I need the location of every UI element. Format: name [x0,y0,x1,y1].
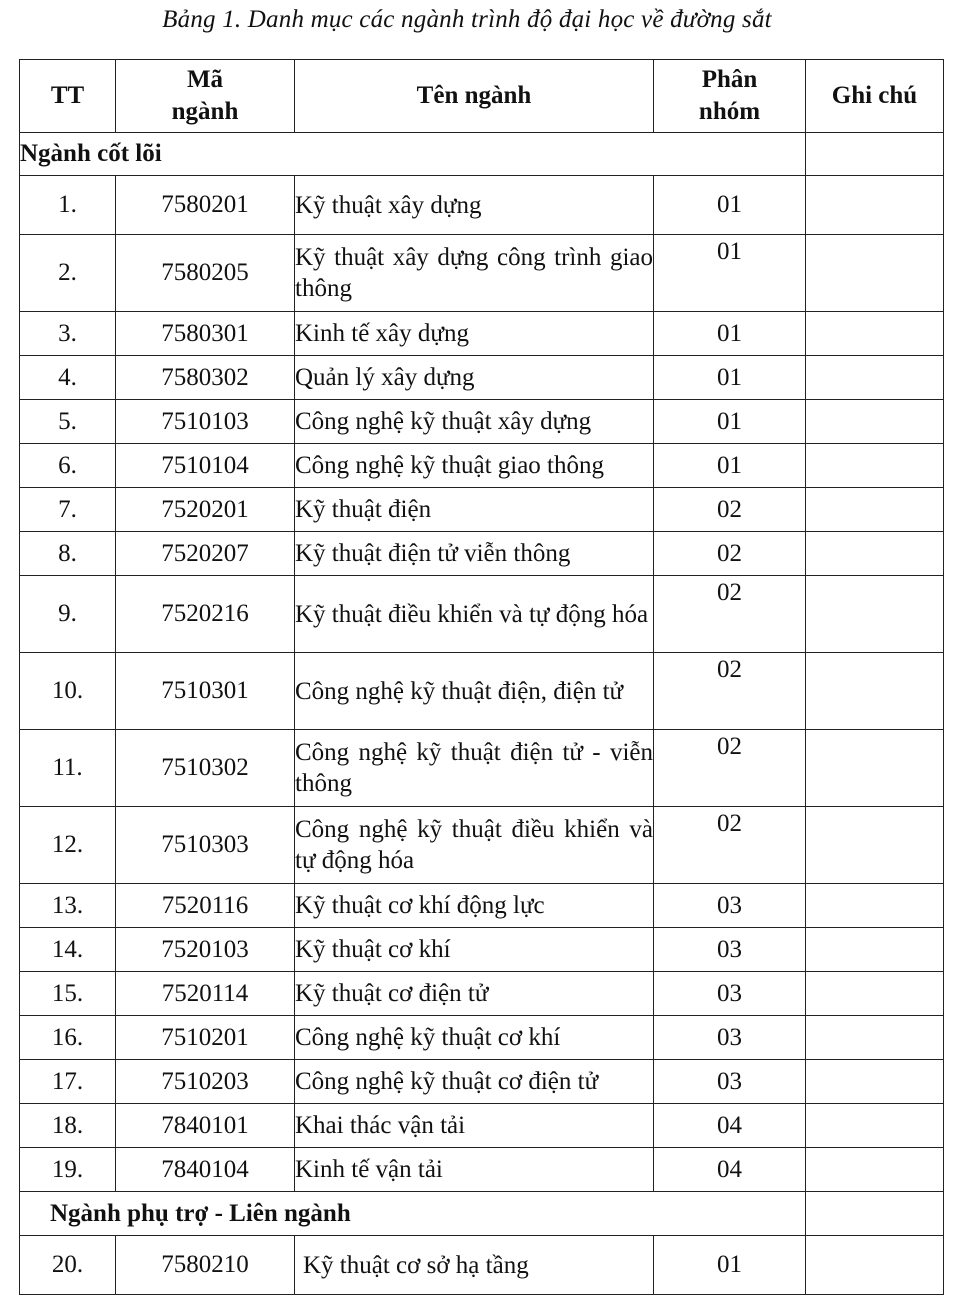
cell-tt: 1. [20,176,116,235]
cell-ten-nganh: Quản lý xây dựng [295,356,654,400]
table-row [20,730,944,807]
cell-tt: 9. [20,576,116,653]
header-ma-nganh [116,60,295,133]
cell-ghi-chu [806,972,944,1016]
cell-ten-nganh: Kinh tế xây dựng [295,312,654,356]
table-row [20,312,944,356]
cell-tt: 19. [20,1148,116,1192]
cell-ghi-chu [806,1016,944,1060]
cell-ten-nganh: Kỹ thuật xây dựng công trình giao thông [295,235,654,312]
cell-tt: 14. [20,928,116,972]
cell-tt: 10. [20,653,116,730]
cell-tt: 20. [20,1236,116,1295]
table-row [20,1016,944,1060]
cell-ma-nganh: 7510201 [116,1016,295,1060]
cell-ma-nganh: 7520207 [116,532,295,576]
cell-ma-nganh: 7510302 [116,730,295,807]
cell-tt: 6. [20,444,116,488]
cell-ten-nganh: Công nghệ kỹ thuật xây dựng [295,400,654,444]
cell-ghi-chu [806,1148,944,1192]
cell-phan-nhom: 02 [654,532,806,576]
table-caption: Bảng 1. Danh mục các ngành trình độ đại học về đường sắt [162,6,772,33]
cell-ghi-chu [806,1104,944,1148]
cell-ten-nganh: Kỹ thuật cơ khí động lực [295,884,654,928]
cell-phan-nhom: 01 [654,444,806,488]
table-row [20,235,944,312]
cell-ten-nganh: Kỹ thuật điều khiển và tự động hóa [295,576,654,653]
header-row [20,60,944,133]
cell-phan-nhom: 03 [654,972,806,1016]
cell-ghi-chu [806,235,944,312]
table-row [20,1148,944,1192]
cell-tt: 7. [20,488,116,532]
cell-ma-nganh: 7840101 [116,1104,295,1148]
cell-ten-nganh: Công nghệ kỹ thuật cơ khí [295,1016,654,1060]
section-note-cell [806,1192,944,1236]
cell-tt: 18. [20,1104,116,1148]
table-row [20,928,944,972]
cell-ghi-chu [806,807,944,884]
cell-ghi-chu [806,653,944,730]
cell-phan-nhom: 02 [654,653,806,730]
cell-ma-nganh: 7580205 [116,235,295,312]
cell-ten-nganh: Công nghệ kỹ thuật điều khiển và tự động hóa [295,807,654,884]
header-phan-nhom [654,60,806,133]
cell-ten-nganh: Khai thác vận tải [295,1104,654,1148]
cell-tt: 15. [20,972,116,1016]
cell-ghi-chu [806,176,944,235]
cell-ten-nganh: Kỹ thuật điện tử viễn thông [295,532,654,576]
cell-tt: 8. [20,532,116,576]
cell-tt: 17. [20,1060,116,1104]
table-row [20,576,944,653]
cell-ma-nganh: 7520216 [116,576,295,653]
section-note-cell [806,133,944,176]
cell-ten-nganh: Công nghệ kỹ thuật điện, điện tử [295,653,654,730]
cell-phan-nhom: 02 [654,730,806,807]
cell-ten-nganh: Công nghệ kỹ thuật cơ điện tử [295,1060,654,1104]
cell-ghi-chu [806,444,944,488]
table-row [20,532,944,576]
cell-ma-nganh: 7510103 [116,400,295,444]
cell-ten-nganh: Kỹ thuật cơ điện tử [295,972,654,1016]
cell-tt: 3. [20,312,116,356]
cell-phan-nhom: 01 [654,176,806,235]
cell-phan-nhom: 02 [654,576,806,653]
cell-ma-nganh: 7510303 [116,807,295,884]
cell-ghi-chu [806,1060,944,1104]
cell-ghi-chu [806,356,944,400]
cell-phan-nhom: 04 [654,1104,806,1148]
table-row [20,444,944,488]
cell-ma-nganh: 7840104 [116,1148,295,1192]
table-row [20,356,944,400]
cell-ma-nganh: 7510203 [116,1060,295,1104]
cell-ghi-chu [806,884,944,928]
header-ma-nganh-line2: ngành [171,98,239,125]
cell-ghi-chu [806,400,944,444]
cell-ma-nganh: 7580301 [116,312,295,356]
cell-ten-nganh: Kỹ thuật cơ sở hạ tầng [295,1236,654,1295]
table-row [20,176,944,235]
cell-ghi-chu [806,532,944,576]
cell-ten-nganh: Kỹ thuật xây dựng [295,176,654,235]
table-row [20,653,944,730]
cell-ma-nganh: 7510104 [116,444,295,488]
cell-ghi-chu [806,576,944,653]
cell-tt: 16. [20,1016,116,1060]
cell-phan-nhom: 01 [654,235,806,312]
header-ma-nganh-line1: Mã [186,66,224,93]
cell-ma-nganh: 7580201 [116,176,295,235]
table-row [20,807,944,884]
cell-phan-nhom: 03 [654,884,806,928]
header-tt: TT [20,60,116,133]
cell-ma-nganh: 7520116 [116,884,295,928]
table-row [20,1104,944,1148]
cell-ma-nganh: 7520201 [116,488,295,532]
table-row [20,488,944,532]
cell-ma-nganh: 7580302 [116,356,295,400]
cell-ten-nganh: Công nghệ kỹ thuật giao thông [295,444,654,488]
cell-ghi-chu [806,1236,944,1295]
table-row [20,400,944,444]
table-row [20,972,944,1016]
section-title: Ngành phụ trợ - Liên ngành [20,1192,806,1236]
cell-ma-nganh: 7520114 [116,972,295,1016]
section-title: Ngành cốt lõi [20,133,806,176]
majors-table [19,59,944,1295]
cell-phan-nhom: 01 [654,356,806,400]
cell-phan-nhom: 01 [654,400,806,444]
header-phan-nhom-line1: Phân [701,66,758,93]
cell-phan-nhom: 03 [654,1016,806,1060]
table-row [20,1060,944,1104]
cell-ma-nganh: 7510301 [116,653,295,730]
section-row [20,133,944,176]
section-row [20,1192,944,1236]
cell-tt: 11. [20,730,116,807]
cell-ghi-chu [806,312,944,356]
cell-phan-nhom: 03 [654,928,806,972]
cell-ghi-chu [806,488,944,532]
cell-phan-nhom: 01 [654,312,806,356]
cell-tt: 4. [20,356,116,400]
cell-tt: 2. [20,235,116,312]
header-ten-nganh: Tên ngành [295,60,654,133]
cell-phan-nhom: 01 [654,1236,806,1295]
header-ghi-chu: Ghi chú [806,60,944,133]
cell-ma-nganh: 7580210 [116,1236,295,1295]
table-row [20,884,944,928]
cell-phan-nhom: 03 [654,1060,806,1104]
table-row [20,1236,944,1295]
cell-ma-nganh: 7520103 [116,928,295,972]
header-phan-nhom-line2: nhóm [698,98,761,125]
cell-phan-nhom: 02 [654,488,806,532]
cell-tt: 12. [20,807,116,884]
cell-tt: 13. [20,884,116,928]
cell-ten-nganh: Kinh tế vận tải [295,1148,654,1192]
cell-phan-nhom: 02 [654,807,806,884]
cell-ghi-chu [806,730,944,807]
cell-ten-nganh: Kỹ thuật cơ khí [295,928,654,972]
cell-ten-nganh: Công nghệ kỹ thuật điện tử - viễn thông [295,730,654,807]
cell-ghi-chu [806,928,944,972]
cell-ten-nganh: Kỹ thuật điện [295,488,654,532]
cell-phan-nhom: 04 [654,1148,806,1192]
cell-tt: 5. [20,400,116,444]
